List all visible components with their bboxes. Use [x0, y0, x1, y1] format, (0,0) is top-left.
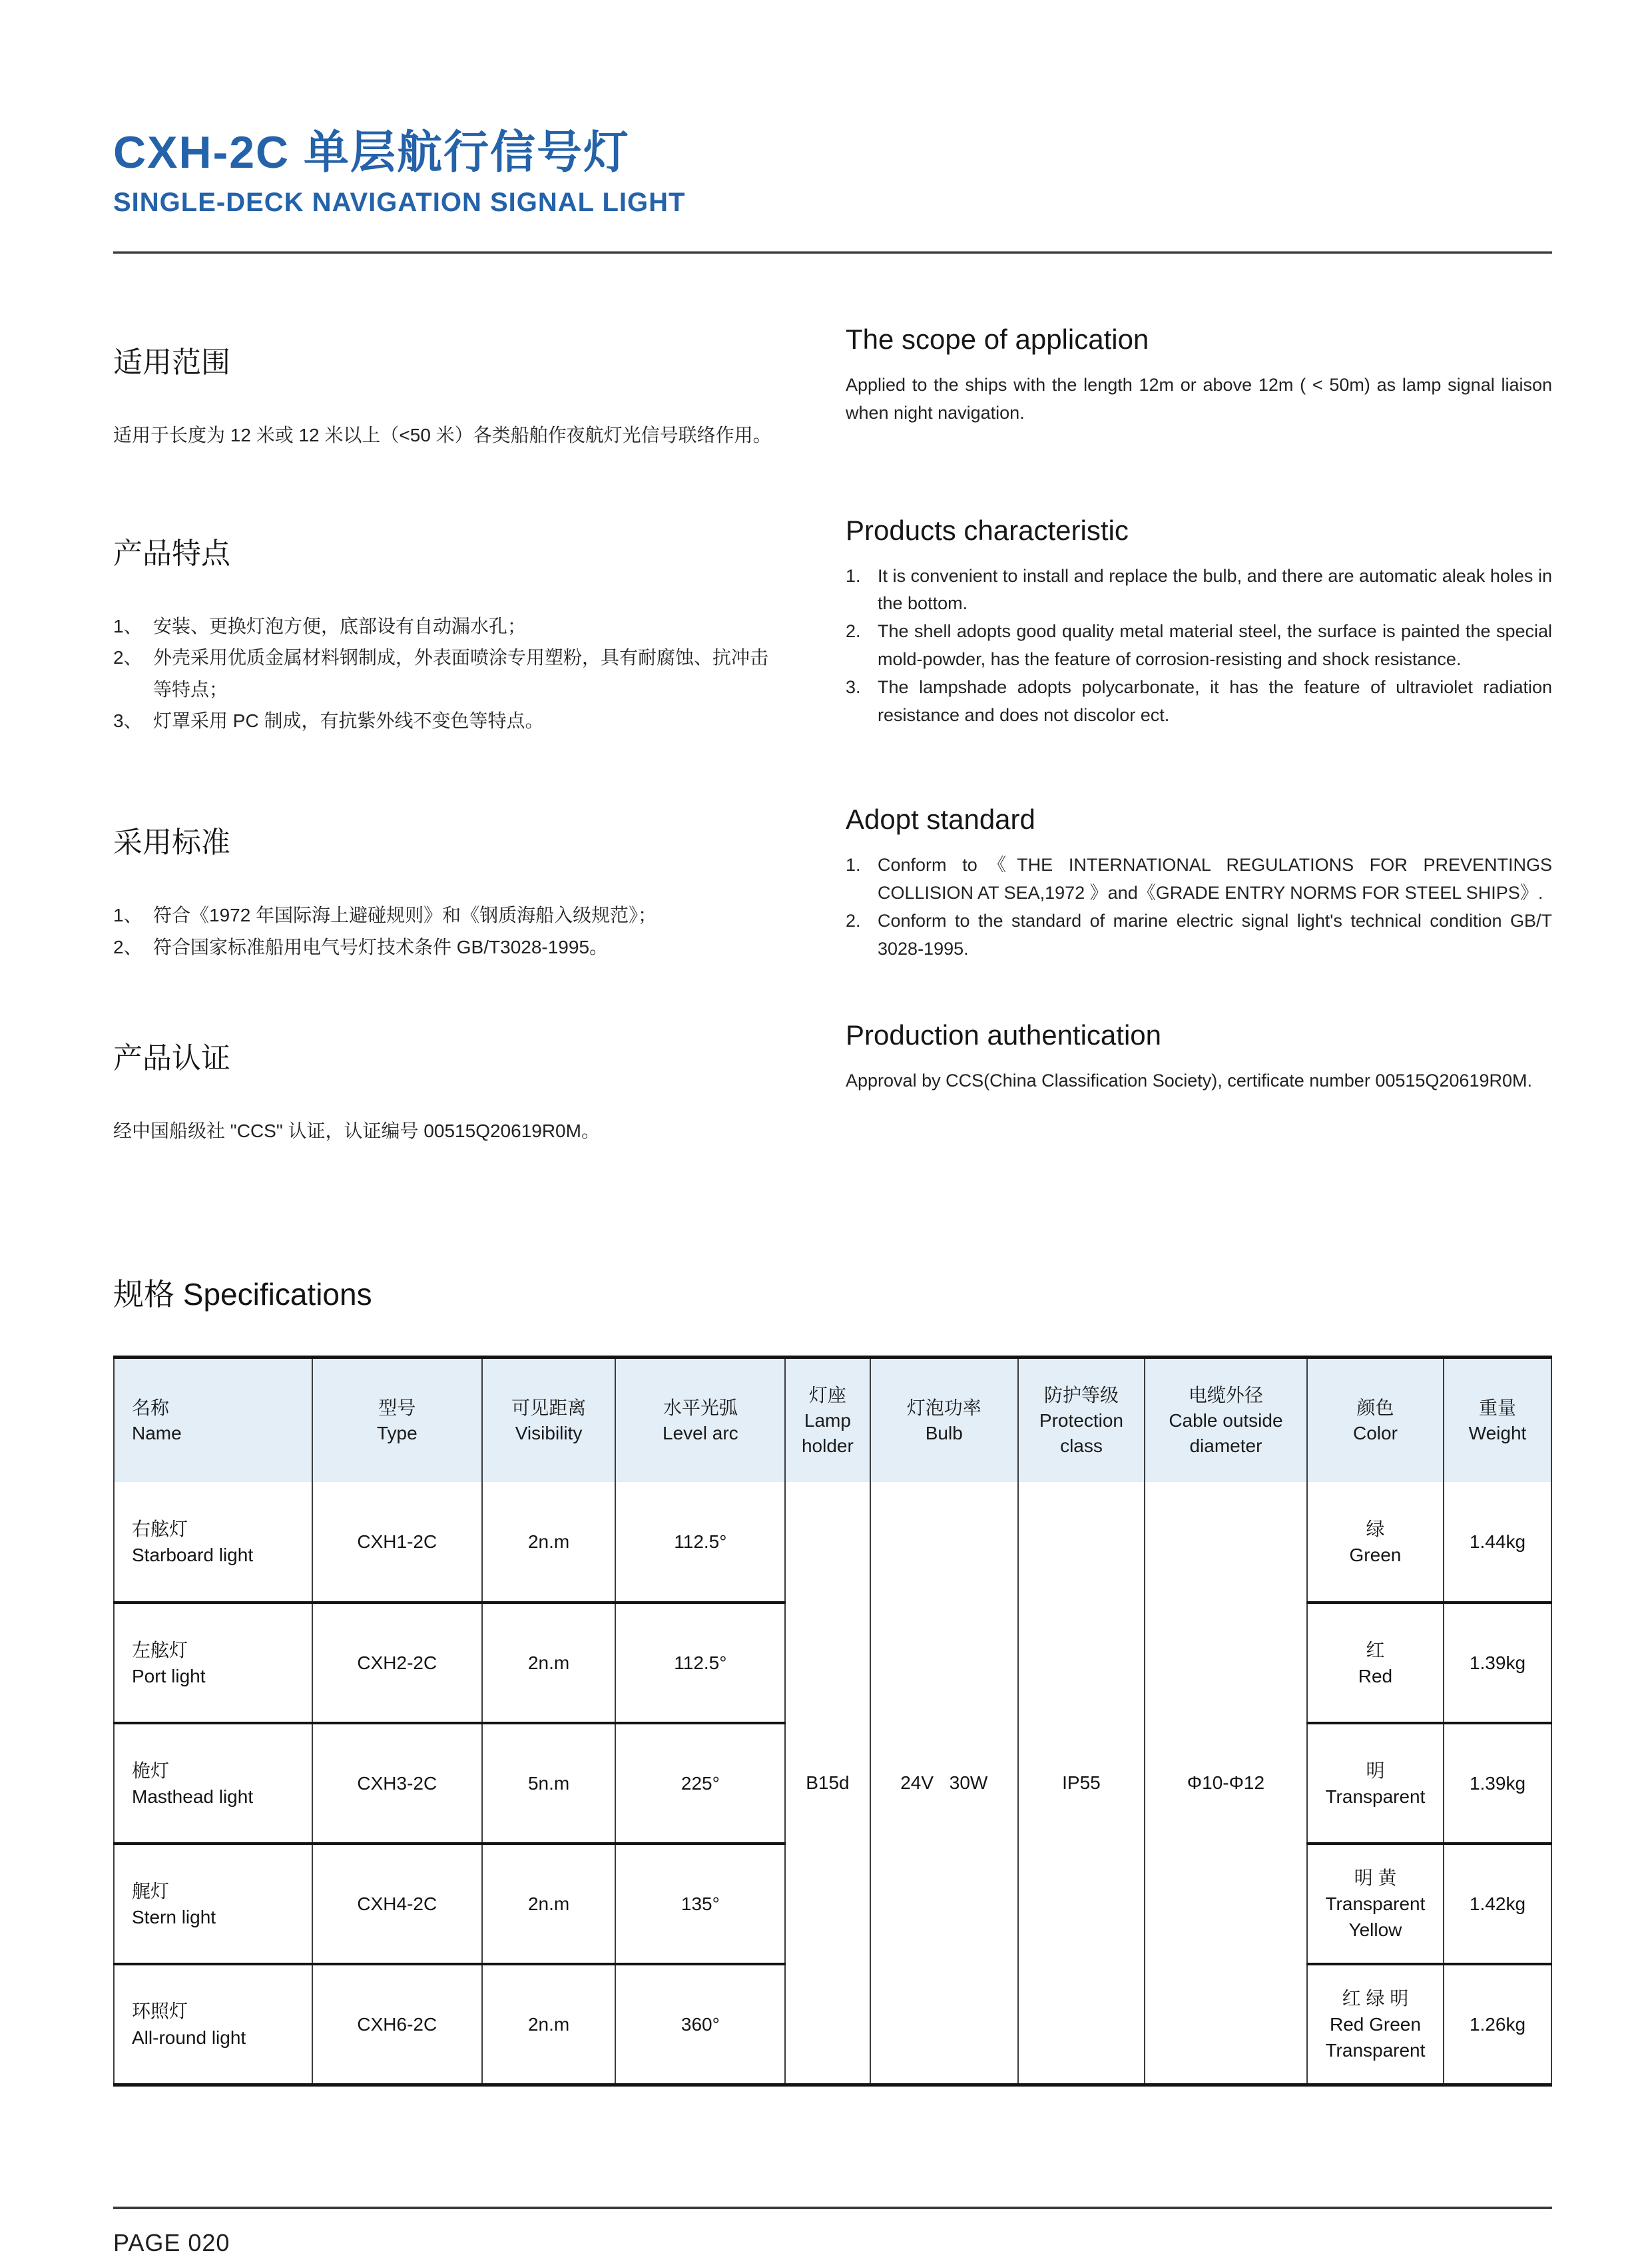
- features-list-en: [846, 563, 1552, 730]
- cell-level-arc: 225°: [615, 1723, 785, 1844]
- name-cn: 桅灯: [132, 1760, 170, 1781]
- list-number: 1、: [113, 615, 142, 636]
- section-standard: [113, 804, 1552, 963]
- table-header-cell-bulb: [870, 1357, 1018, 1482]
- list-number: 1、: [113, 904, 142, 925]
- table-header-cell-name: [114, 1357, 312, 1482]
- table-header-cell-lamp-holder: [785, 1357, 870, 1482]
- list-text: Conform to the standard of marine electric signal light's technical condition GB/T 3028-1995.: [878, 910, 1552, 959]
- name-en: Port light: [132, 1665, 206, 1686]
- list-text: It is convenient to install and replace the bulb, and there are automatic aleak holes in the bottom.: [878, 565, 1552, 614]
- list-item: [113, 931, 786, 963]
- color-en: Transparent: [1325, 1786, 1426, 1807]
- list-number: 2、: [113, 647, 142, 668]
- cell-protection-class: IP55: [1018, 1482, 1145, 2085]
- features-list-cn: [113, 611, 786, 737]
- certification-heading-cn: 产品认证: [113, 1042, 230, 1075]
- cell-color: [1307, 1723, 1444, 1844]
- header-en: Level arc: [663, 1422, 738, 1443]
- scope-cn: [113, 324, 786, 451]
- table-header-cell-protection-class: [1018, 1357, 1145, 1482]
- scope-heading-en: The scope of application: [846, 324, 1149, 355]
- specifications-table: [113, 1356, 1552, 2087]
- list-text: 外壳采用优质金属材料钢制成，外表面喷涂专用塑粉，具有耐腐蚀、抗冲击等特点；: [153, 647, 769, 700]
- cell-level-arc: 135°: [615, 1844, 785, 1964]
- cell-name: [114, 1844, 312, 1964]
- certification-body-cn: 经中国船级社 "CCS" 认证，认证编号 00515Q20619R0M。: [113, 1121, 600, 1142]
- header-en: Name: [132, 1422, 182, 1443]
- table-header-cell-cable-diameter: [1145, 1357, 1307, 1482]
- certification-cn: [113, 1019, 786, 1147]
- list-number: 3、: [113, 710, 142, 732]
- certification-heading-en: Production authentication: [846, 1019, 1161, 1051]
- color-en: Green: [1349, 1544, 1402, 1565]
- features-heading-en: Products characteristic: [846, 514, 1129, 546]
- color-en: Red Green Transparent: [1325, 2013, 1426, 2061]
- list-text: The shell adopts good quality metal material steel, the surface is painted the special mold-powder, has the feature of corrosion-resisting and shock resistance.: [878, 621, 1552, 670]
- list-item: [113, 899, 786, 931]
- list-item: [846, 618, 1552, 674]
- title-divider: [113, 251, 1552, 254]
- list-number: 2.: [846, 621, 861, 642]
- list-item: [113, 705, 786, 737]
- table-header-cell-color: [1307, 1357, 1444, 1482]
- sections: [113, 324, 1552, 1147]
- cell-color: [1307, 1964, 1444, 2085]
- list-item: [846, 852, 1552, 907]
- standard-cn: [113, 804, 786, 963]
- header-en: Visibility: [515, 1422, 583, 1443]
- name-cn: 环照灯: [132, 2001, 188, 2022]
- standard-list-en: [846, 852, 1552, 963]
- cell-type: CXH1-2C: [312, 1482, 482, 1603]
- name-en: Stern light: [132, 1906, 216, 1927]
- cell-level-arc: 112.5°: [615, 1482, 785, 1603]
- table-header-cell-visibility: [482, 1357, 616, 1482]
- header-en: Color: [1352, 1422, 1398, 1443]
- standard-en: [846, 804, 1552, 963]
- color-cn: 明: [1366, 1760, 1385, 1781]
- scope-body-cn: 适用于长度为 12 米或 12 米以上（<50 米）各类船舶作夜航灯光信号联络作用。: [113, 425, 772, 445]
- name-en: All-round light: [132, 2027, 246, 2048]
- table-header-cell-type: [312, 1357, 482, 1482]
- table-header-cell-level-arc: [615, 1357, 785, 1482]
- list-number: 2.: [846, 910, 861, 931]
- cell-type: CXH4-2C: [312, 1844, 482, 1964]
- color-en: Transparent Yellow: [1325, 1893, 1426, 1941]
- list-number: 3.: [846, 676, 861, 697]
- header-cn: 名称: [132, 1397, 170, 1418]
- list-text: 符合国家标准船用电气号灯技术条件 GB/T3028-1995。: [153, 936, 609, 957]
- header-cn: 防护等级: [1043, 1384, 1119, 1405]
- footer-divider: [113, 2206, 1552, 2209]
- color-cn: 红: [1366, 1639, 1385, 1660]
- table-row: [114, 1482, 1551, 1603]
- header-cn: 型号: [378, 1397, 416, 1418]
- cell-weight: 1.39kg: [1444, 1603, 1551, 1723]
- name-en: Masthead light: [132, 1786, 254, 1807]
- header-en: Cable outside diameter: [1169, 1409, 1283, 1456]
- section-certification: [113, 1019, 1552, 1147]
- header-en: Lamp holder: [801, 1409, 854, 1456]
- cell-visibility: 2n.m: [482, 1482, 616, 1603]
- cell-bulb: 24V 30W: [870, 1482, 1018, 2085]
- cell-weight: 1.42kg: [1444, 1844, 1551, 1964]
- cell-weight: 1.44kg: [1444, 1482, 1551, 1603]
- header-cn: 颜色: [1356, 1397, 1394, 1418]
- cell-visibility: 5n.m: [482, 1723, 616, 1844]
- list-text: 符合《1972 年国际海上避碰规则》和《钢质海船入级规范》；: [153, 904, 657, 925]
- table-header-row: [114, 1357, 1551, 1482]
- cell-name: [114, 1964, 312, 2085]
- cell-weight: 1.39kg: [1444, 1723, 1551, 1844]
- list-item: [846, 674, 1552, 730]
- list-text: 灯罩采用 PC 制成，有抗紫外线不变色等特点。: [153, 710, 544, 732]
- color-cn: 明 黄: [1354, 1868, 1397, 1889]
- specifications-heading: 规格 Specifications: [113, 1276, 372, 1312]
- header-cn: 电缆外径: [1188, 1384, 1263, 1405]
- cell-type: CXH3-2C: [312, 1723, 482, 1844]
- list-text: 安装、更换灯泡方便，底部设有自动漏水孔；: [153, 615, 527, 636]
- cell-visibility: 2n.m: [482, 1844, 616, 1964]
- name-cn: 艉灯: [132, 1880, 170, 1901]
- name-en: Starboard light: [132, 1544, 254, 1565]
- cell-level-arc: 112.5°: [615, 1603, 785, 1723]
- header-en: Bulb: [925, 1422, 963, 1443]
- scope-heading-cn: 适用范围: [113, 346, 230, 379]
- header-en: Type: [376, 1422, 417, 1443]
- cell-color: [1307, 1603, 1444, 1723]
- page-subtitle: SINGLE-DECK NAVIGATION SIGNAL LIGHT: [113, 188, 686, 217]
- cell-level-arc: 360°: [615, 1964, 785, 2085]
- cell-visibility: 2n.m: [482, 1964, 616, 2085]
- footer-page-number: PAGE 020: [113, 2228, 230, 2256]
- page-title: CXH-2C 单层航行信号灯: [113, 127, 631, 178]
- header-cn: 灯座: [808, 1384, 846, 1405]
- list-number: 1.: [846, 854, 861, 875]
- color-cn: 绿: [1366, 1518, 1385, 1539]
- cell-visibility: 2n.m: [482, 1603, 616, 1723]
- header-cn: 水平光弧: [663, 1397, 738, 1418]
- scope-en: [846, 324, 1552, 451]
- cell-type: CXH6-2C: [312, 1964, 482, 2085]
- cell-lamp-holder: B15d: [785, 1482, 870, 2085]
- cell-weight: 1.26kg: [1444, 1964, 1551, 2085]
- cell-color: [1307, 1482, 1444, 1603]
- list-text: The lampshade adopts polycarbonate, it has the feature of ultraviolet radiation resistance and does not discolor ect.: [878, 676, 1552, 725]
- color-cn: 红 绿 明: [1342, 1987, 1409, 2009]
- section-scope: [113, 324, 1552, 451]
- features-cn: [113, 515, 786, 737]
- header-cn: 灯泡功率: [906, 1397, 981, 1418]
- header-cn: 重量: [1478, 1397, 1516, 1418]
- list-number: 2、: [113, 936, 142, 957]
- list-item: [846, 563, 1552, 619]
- standard-heading-cn: 采用标准: [113, 826, 230, 859]
- list-text: Conform to《THE INTERNATIONAL REGULATIONS FOR PREVENTINGS COLLISION AT SEA,1972 》and《GRADE ENTRY NORMS FOR STEEL SHIPS》.: [878, 854, 1552, 903]
- header-en: Protection class: [1039, 1409, 1123, 1456]
- scope-body-en: Applied to the ships with the length 12m or above 12m ( < 50m) as lamp signal liaison when night navigation.: [846, 375, 1552, 423]
- cell-name: [114, 1603, 312, 1723]
- cell-name: [114, 1482, 312, 1603]
- standard-heading-en: Adopt standard: [846, 803, 1035, 835]
- section-features: [113, 515, 1552, 737]
- certification-en: [846, 1019, 1552, 1147]
- list-number: 1.: [846, 565, 861, 586]
- list-item: [846, 907, 1552, 963]
- cell-color: [1307, 1844, 1444, 1964]
- standard-list-cn: [113, 899, 786, 963]
- list-item: [113, 611, 786, 642]
- features-en: [846, 515, 1552, 737]
- cell-name: [114, 1723, 312, 1844]
- features-heading-cn: 产品特点: [113, 537, 230, 570]
- name-cn: 右舷灯: [132, 1518, 188, 1539]
- color-en: Red: [1358, 1665, 1393, 1686]
- list-item: [113, 642, 786, 705]
- cell-type: CXH2-2C: [312, 1603, 482, 1723]
- cell-cable-diameter: Φ10-Φ12: [1145, 1482, 1307, 2085]
- header-cn: 可见距离: [511, 1397, 587, 1418]
- header-en: Weight: [1468, 1422, 1527, 1443]
- certification-body-en: Approval by CCS(China Classification Society), certificate number 00515Q20619R0M.: [846, 1071, 1532, 1091]
- name-cn: 左舷灯: [132, 1639, 188, 1660]
- table-header-cell-weight: [1444, 1357, 1551, 1482]
